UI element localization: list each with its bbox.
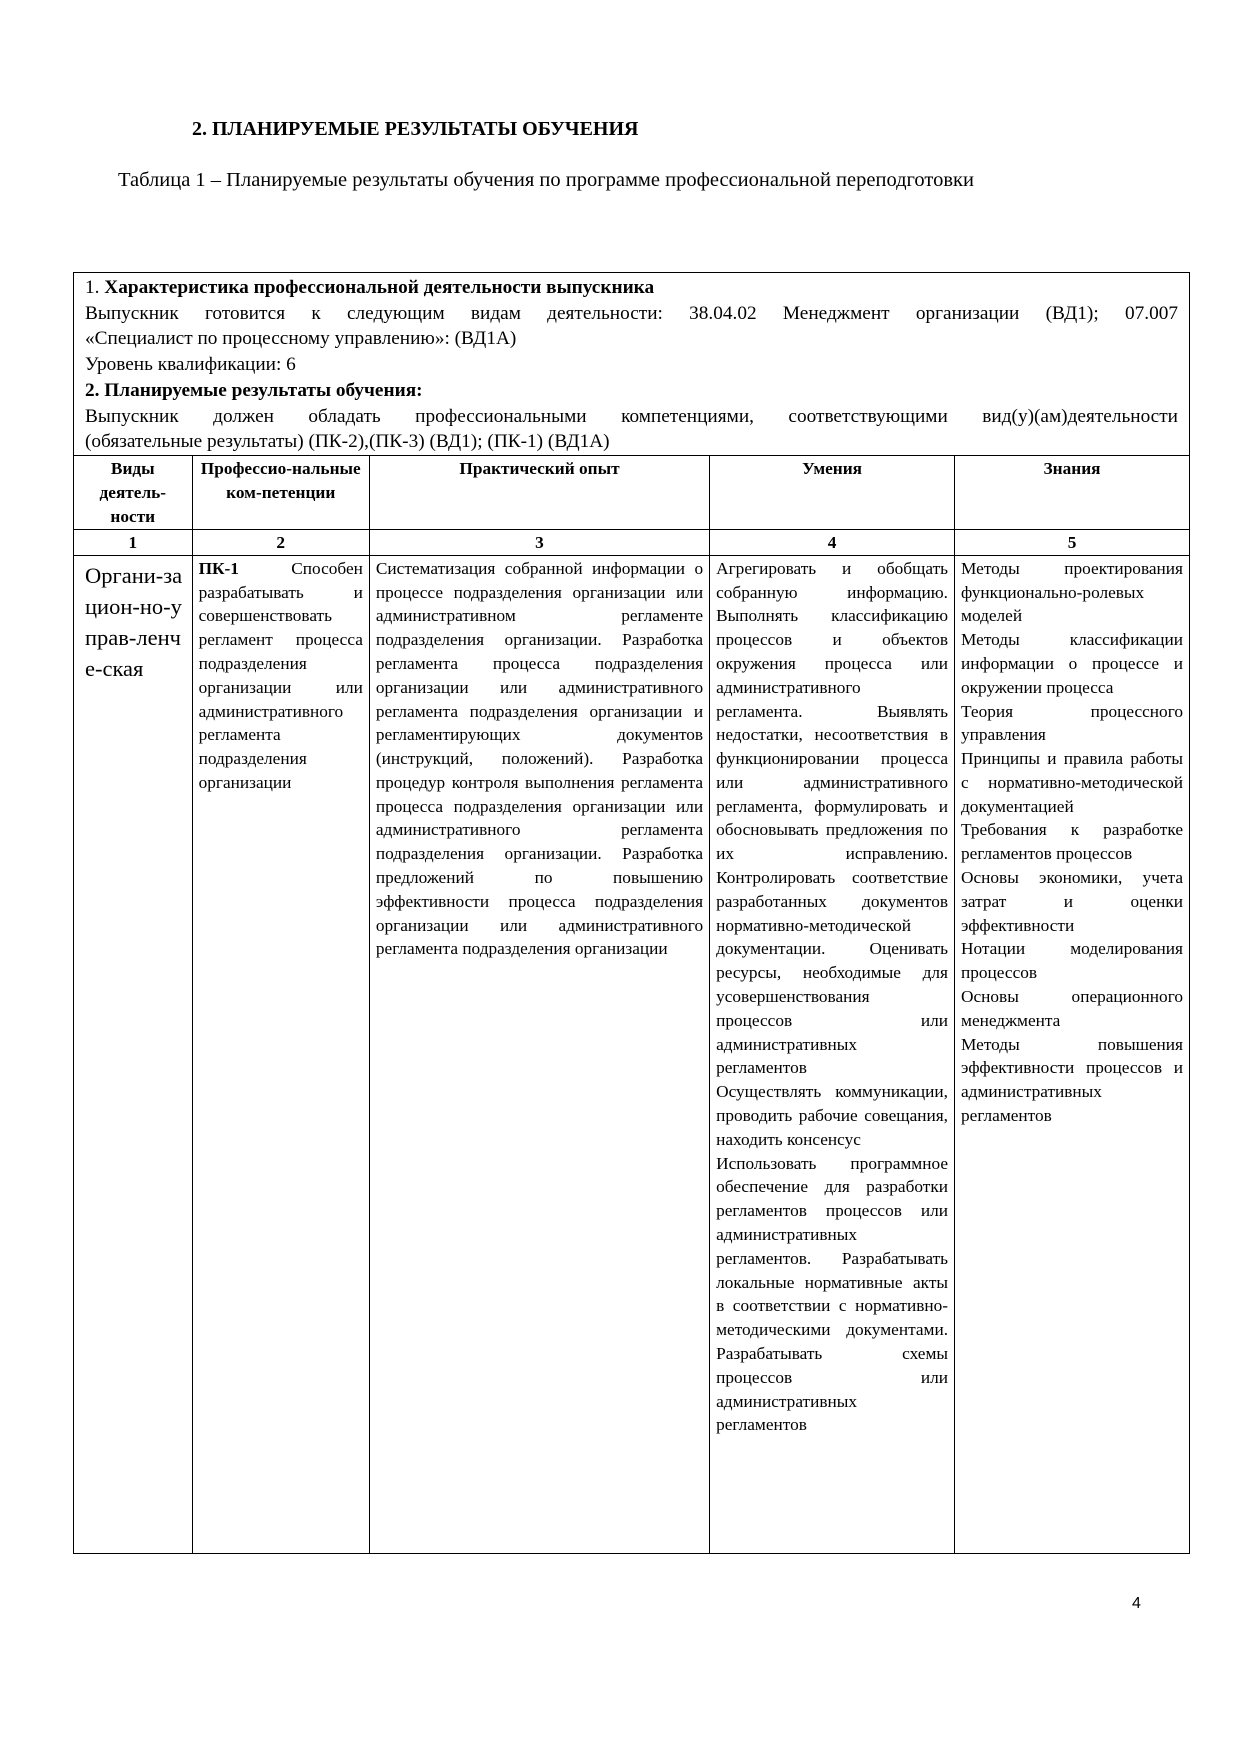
header-activity: Виды деятель-ности (74, 455, 193, 529)
table-row (74, 555, 1190, 1553)
knowledge-item: Методы проектирования функционально-ролевых моделей (961, 558, 1183, 626)
skill-item: Агрегировать и обобщать собранную информацию. Выполнять классификацию процессов и объектов окружения процесса или административного регламента. Выявлять недостатки, несоответствия в функционировании процесса или административного регламента, формулировать и обосновывать предложения по их исправлению. Контролировать соответствие разработанных документов нормативно-методической документации. Оценивать ресурсы, необходимые для усовершенствования процессов или административных регламентов (716, 558, 949, 1078)
intro-row (74, 273, 1190, 456)
skill-item: Осуществлять коммуникации, проводить рабочие совещания, находить консенсус (716, 1082, 949, 1149)
knowledge-item: Основы экономики, учета затрат и оценки эффективности (961, 868, 1183, 935)
column-number: 4 (710, 529, 955, 555)
column-number: 2 (192, 529, 369, 555)
skill-item: Использовать программное обеспечение для разработки регламентов процессов или административных регламентов. Разрабатывать локальные нормативные акты в соответствии с нормативно-методическими документами. Разрабатывать схемы процессов или административных регламентов (716, 1153, 949, 1435)
column-number: 5 (955, 529, 1190, 555)
knowledge-item: Основы операционного менеджмента (961, 987, 1183, 1030)
competence-cell (192, 555, 369, 1553)
knowledge-item: Методы повышения эффективности процессов и административных регламентов (961, 1034, 1183, 1126)
knowledge-item: Принципы и правила работы с нормативно-методической документацией (961, 749, 1183, 816)
knowledge-item: Теория процессного управления (961, 701, 1183, 745)
qualification-level: Уровень квалификации: 6 (85, 354, 296, 376)
competence-code: ПК-1 (198, 558, 239, 578)
practical-experience-cell: Систематизация собранной информации о процессе подразделения организации или административном регламенте подразделения организации. Разработка регламента процесса подразделения организации или административного регламента подразделения организации и регламентирующих документов (инструкций, положений). Разработка процедур контроля выполнения регламента процесса подразделения организации или административного регламента подразделения организации. Разработка предложений по повышению эффективности процесса подразделения организации или административного регламента подразделения организации (369, 555, 709, 1553)
intro-cell (74, 273, 1190, 456)
learning-results-table (73, 272, 1190, 1554)
header-competencies: Профессио-нальные ком-петенции (192, 455, 369, 529)
header-row (74, 455, 1190, 529)
activity-line-1: Выпускник готовится к следующим видам деятельности: 38.04.02 Менеджмент организации (ВД1); 07.007 (85, 302, 1178, 324)
knowledge-item: Нотации моделирования процессов (961, 939, 1183, 983)
header-practical-experience: Практический опыт (369, 455, 709, 529)
knowledge-cell (955, 555, 1190, 1553)
column-number: 1 (74, 529, 193, 555)
results-line-2: (обязательные результаты) (ПК-2),(ПК-3) (ВД1); (ПК-1) (ВД1А) (85, 431, 610, 453)
page-number: 4 (1132, 1595, 1141, 1612)
header-knowledge: Знания (955, 455, 1190, 529)
column-number: 3 (369, 529, 709, 555)
activity-line-2: «Специалист по процессному управлению»: (ВД1А) (85, 328, 517, 350)
knowledge-item: Методы классификации информации о процессе и окружении процесса (961, 630, 1183, 697)
knowledge-item: Требования к разработке регламентов процессов (961, 820, 1183, 864)
skills-cell (710, 555, 955, 1553)
column-number-row (74, 529, 1190, 555)
table-caption: Таблица 1 – Планируемые результаты обучения по программе профессиональной переподготовки (118, 169, 974, 191)
header-skills: Умения (710, 455, 955, 529)
section-title: 2. ПЛАНИРУЕМЫЕ РЕЗУЛЬТАТЫ ОБУЧЕНИЯ (192, 118, 639, 140)
results-heading: 2. Планируемые результаты обучения: (85, 379, 423, 401)
competence-description: Способен разрабатывать и совершенствовать регламент процесса подразделения организации или административного регламента подразделения организации (198, 558, 363, 792)
activity-type-cell: Органи-зацион-но-управ-ленче-ская (74, 555, 193, 1553)
results-line-1: Выпускник должен обладать профессиональными компетенциями, соответствующими вид(у)(ам)деятельности (85, 405, 1178, 427)
characteristics-heading: 1. Характеристика профессиональной деятельности выпускника (85, 277, 655, 298)
